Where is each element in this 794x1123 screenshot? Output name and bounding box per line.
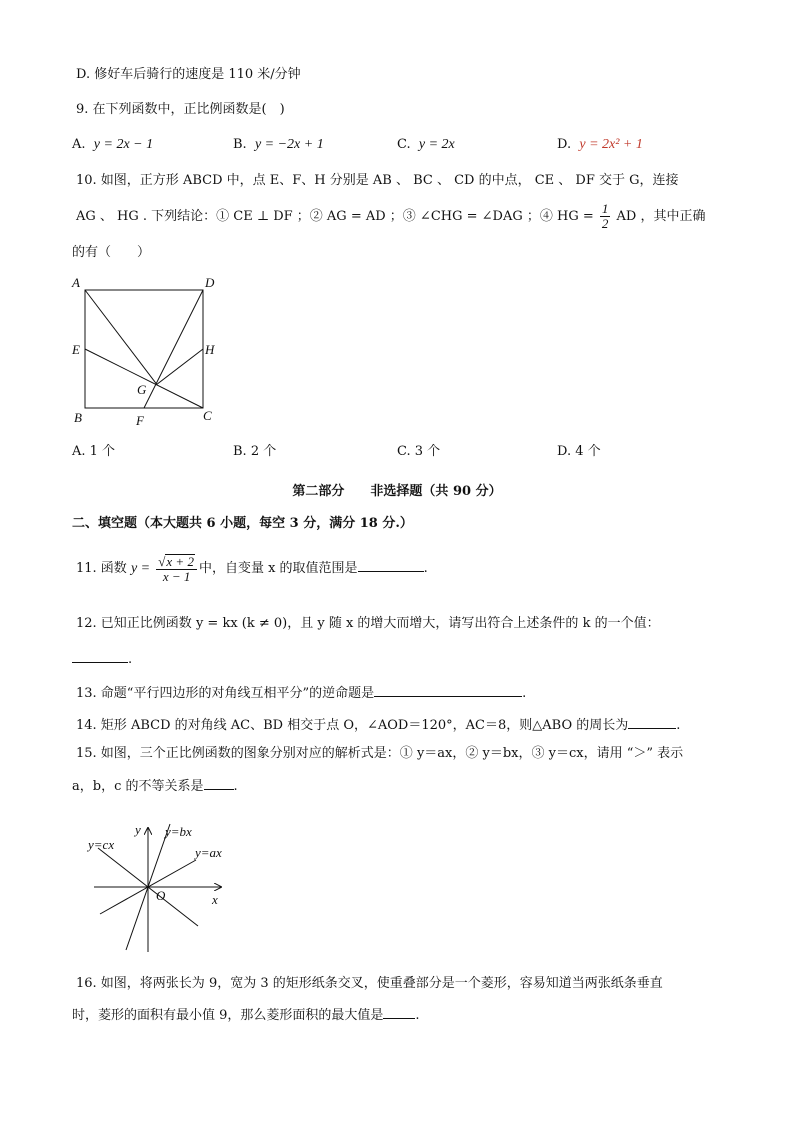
segment-ce: [85, 349, 203, 408]
q9-option-d: D. y = 2x² + 1: [557, 137, 643, 152]
q13: 13. 命题“平行四边形的对角线互相平分”的逆命题是 .: [76, 686, 527, 701]
q14-answer-blank[interactable]: [628, 716, 676, 729]
q8-option-d: D. 修好车后骑行的速度是 110 米/分钟: [76, 67, 301, 82]
q15-line1: 15. 如图，三个正比例函数的图象分别对应的解析式是：① y＝ax，② y＝bx，③ y＝cx，请用 “＞” 表示: [76, 746, 684, 761]
label-f: F: [136, 413, 144, 428]
q16-line1: 16. 如图，将两张长为 9，宽为 3 的矩形纸条交叉，使重叠部分是一个菱形，容易知道当两张纸条垂直: [76, 976, 663, 991]
q13-answer-blank[interactable]: [374, 684, 522, 697]
label-b: B: [74, 410, 82, 425]
label-y-axis: y: [135, 822, 141, 837]
q10-option-c: C. 3 个: [397, 444, 441, 459]
q10-option-d: D. 4 个: [557, 444, 601, 459]
q9-option-c: C. y = 2x: [397, 137, 455, 152]
q9-option-b: B. y = −2x + 1: [233, 137, 324, 152]
q9-stem: 9. 在下列函数中，正比例函数是( ): [76, 102, 285, 117]
q10-square-figure: [66, 272, 226, 430]
label-origin: O: [156, 888, 166, 903]
label-a: A: [72, 275, 80, 290]
q10-line2: AG 、 HG . 下列结论：① CE ⊥ DF ；② AG = AD ；③ ∠CHG = ∠DAG ；④ HG = $\frac{1}{2}$ AD ，其中正确: [76, 201, 706, 231]
label-c: C: [203, 408, 212, 423]
q9-option-a: A. y = 2x − 1: [72, 137, 154, 152]
q12-answer-blank[interactable]: [72, 650, 128, 663]
q14: 14. 矩形 ABCD 的对角线 AC、BD 相交于点 O，∠AOD＝120°，AC＝8，则△ABO 的周长为 .: [76, 718, 681, 733]
segment-df: [144, 290, 203, 408]
q15-line2: a，b，c 的不等关系是 .: [72, 779, 238, 794]
part2-title: 第二部分 非选择题（共 90 分）: [292, 484, 502, 499]
q15-answer-blank[interactable]: [204, 777, 234, 790]
label-e: E: [72, 342, 80, 357]
label-d: D: [205, 275, 215, 290]
label-y-ax: y=ax: [195, 845, 222, 860]
q10-option-b: B. 2 个: [233, 444, 277, 459]
q12-line1: 12. 已知正比例函数 y = kx (k ≠ 0)，且 y 随 x 的增大而增大，请写出符合上述条件的 k 的一个值：: [76, 616, 660, 631]
q10-line1: 10. 如图，正方形 ABCD 中，点 E、F、H 分别是 AB 、 BC 、 CD 的中点， CE 、 DF 交于 G，连接: [76, 173, 679, 188]
q10-option-a: A. 1 个: [72, 444, 116, 459]
label-h: H: [205, 342, 215, 357]
segment-hg: [157, 349, 203, 384]
q11-fraction: $\frac{√x + 2}{x - 1}$: [156, 554, 197, 584]
q16-answer-blank[interactable]: [383, 1006, 415, 1019]
q16-line2: 时，菱形的面积有最小值 9，那么菱形面积的最大值是 .: [72, 1008, 420, 1023]
q12-line2: .: [72, 650, 132, 669]
label-y-bx: y=bx: [165, 824, 192, 839]
q10-fraction: $\frac{1}{2}$: [601, 201, 609, 231]
label-g: G: [137, 382, 147, 397]
q11-answer-blank[interactable]: [358, 559, 424, 572]
q11: 11. 函数 y = $\frac{√x + 2}{x - 1}$ 中，自变量 x 的取值范围是 .: [76, 553, 428, 584]
q15-graph-figure: [84, 818, 244, 958]
q10-line3: 的有（ ）: [72, 245, 151, 260]
section-fill-in-title: 二、填空题（本大题共 6 小题，每空 3 分，满分 18 分.）: [72, 516, 413, 531]
segment-ag: [85, 290, 157, 384]
label-y-cx: y=cx: [88, 837, 115, 852]
label-x-axis: x: [212, 892, 218, 907]
